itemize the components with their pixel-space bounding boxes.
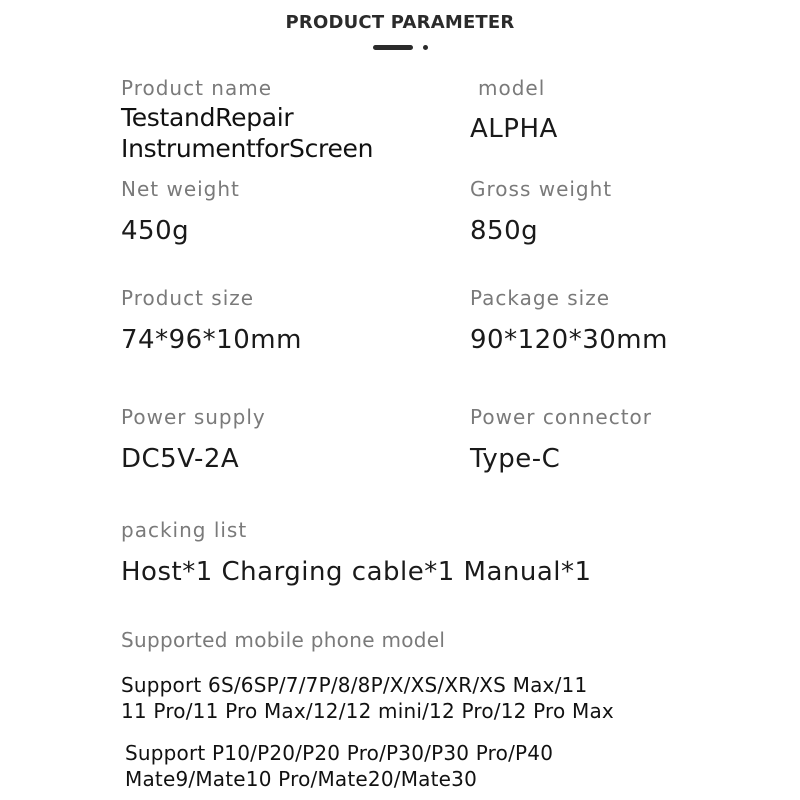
product-name-label: Product name [121,76,273,100]
supported-models-label: Supported mobile phone model [121,628,446,652]
package-size-value: 90*120*30mm [470,325,668,355]
huawei-support-line-1: Support P10/P20/P20 Pro/P30/P30 Pro/P40 [125,741,554,765]
power-supply-label: Power supply [121,405,266,429]
product-size-value: 74*96*10mm [121,325,302,355]
product-size-label: Product size [121,286,255,310]
huawei-support-line-2: Mate9/Mate10 Pro/Mate20/Mate30 [125,767,478,791]
power-connector-value: Type-C [470,444,561,474]
title-underline-bar [373,45,413,50]
page-title: PRODUCT PARAMETER [285,12,515,33]
iphone-support-line-2: 11 Pro/11 Pro Max/12/12 mini/12 Pro/12 Pro Max [121,699,614,723]
model-value: ALPHA [470,114,558,144]
net-weight-value: 450g [121,216,190,246]
package-size-label: Package size [470,286,611,310]
packing-list-value: Host*1 Charging cable*1 Manual*1 [121,557,592,587]
gross-weight-value: 850g [470,216,539,246]
product-name-value-line-2: InstrumentforScreen [121,134,374,163]
title-underline-dot [423,45,428,50]
power-supply-value: DC5V-2A [121,444,240,474]
gross-weight-label: Gross weight [470,177,613,201]
power-connector-label: Power connector [470,405,653,429]
model-label: model [478,76,546,100]
iphone-support-line-1: Support 6S/6SP/7/7P/8/8P/X/XS/XR/XS Max/11 [121,673,588,697]
packing-list-label: packing list [121,518,248,542]
net-weight-label: Net weight [121,177,240,201]
product-name-value-line-1: TestandRepair [121,103,294,132]
